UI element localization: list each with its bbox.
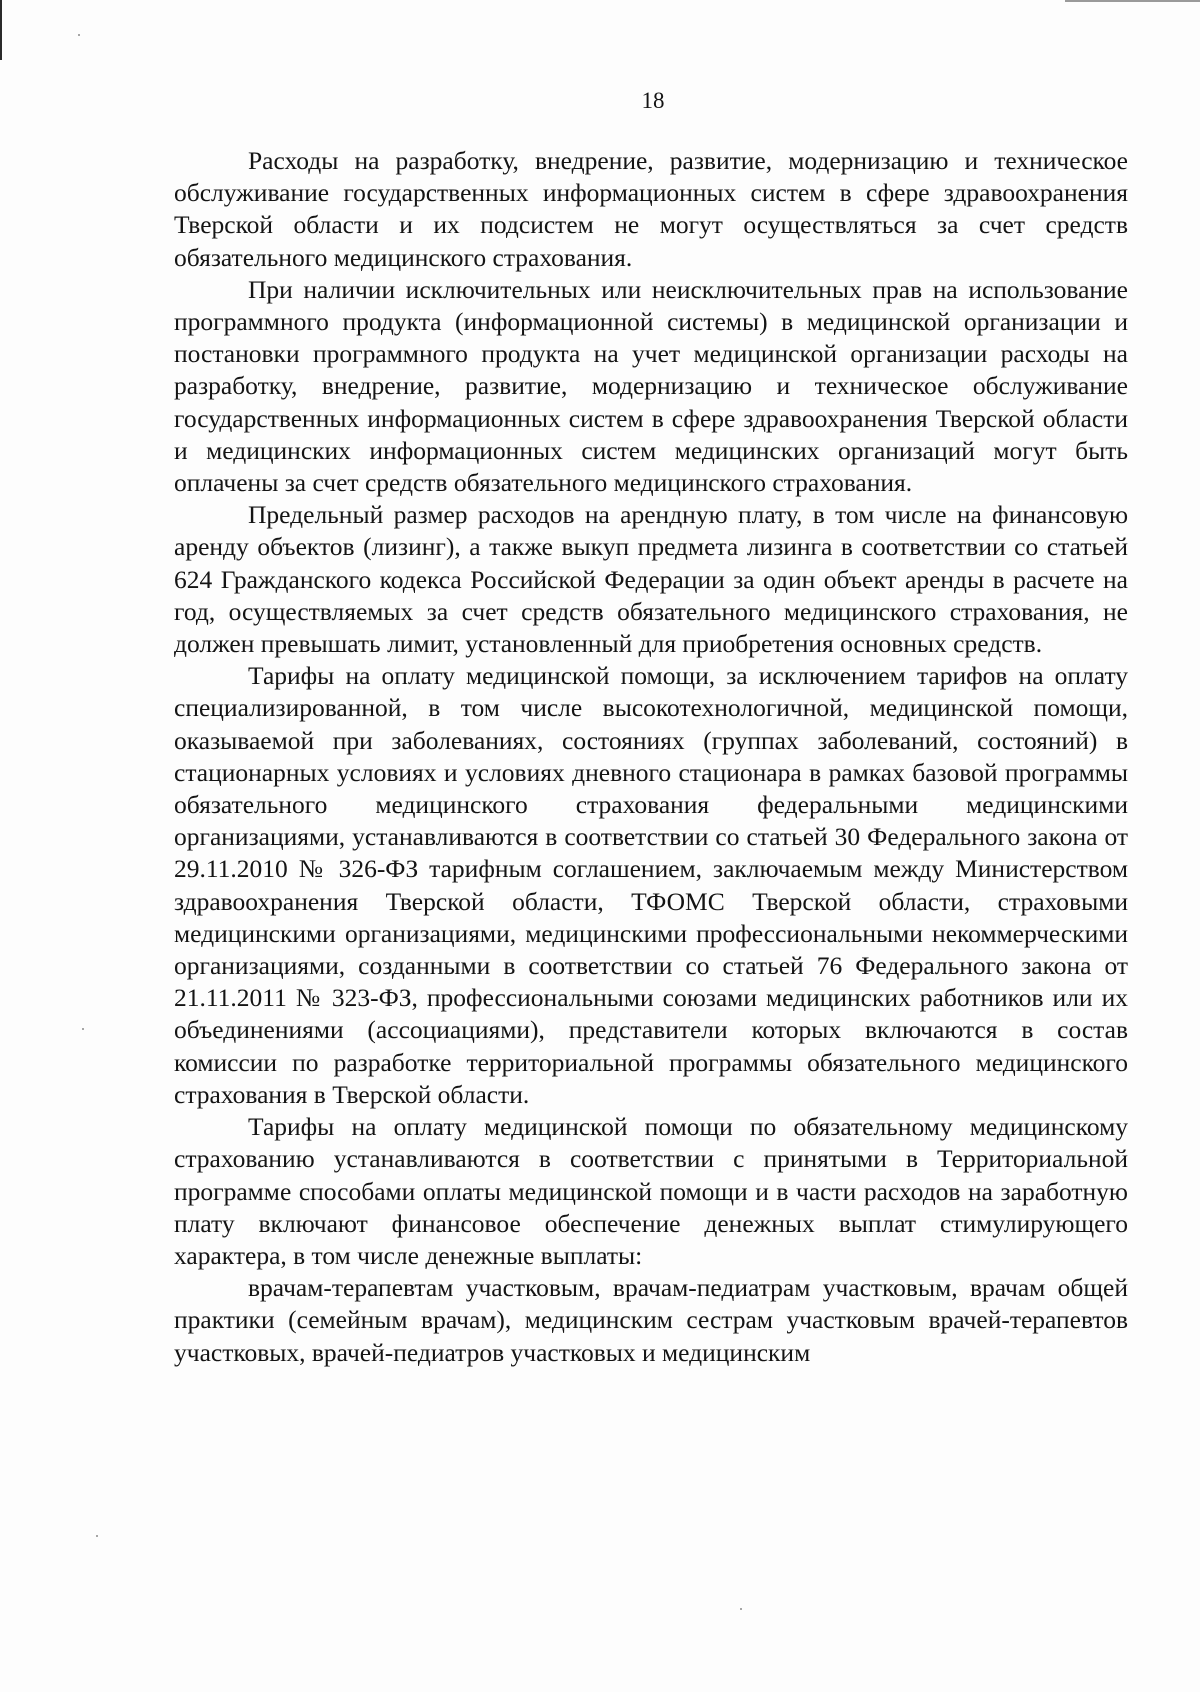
scan-speck: [96, 1535, 98, 1537]
paragraph: врачам-терапевтам участковым, врачам-педиатрам участковым, врачам общей практики (семейным врачам), медицинским сестрам участковым врачей-терапевтов участковых, врачей-педиатров участковых и медицинским: [174, 1273, 1128, 1367]
scan-edge-top: [1065, 0, 1200, 2]
paragraph: Тарифы на оплату медицинской помощи по обязательному медицинскому страхованию устанавливаются в соответствии с принятыми в Территориальной программе способами оплаты медицинской помощи и в части расходов на заработную плату включают финансовое обеспечение денежных выплат стимулирующего характера, в том числе денежные выплаты:: [174, 1112, 1128, 1270]
scan-speck: [82, 1028, 84, 1030]
paragraph: Расходы на разработку, внедрение, развитие, модернизацию и техническое обслуживание государственных информационных систем в сфере здравоохранения Тверской области и их подсистем не могут осуществляться за счет средств обязательного медицинского страхования.: [174, 146, 1128, 272]
scan-edge-left: [0, 0, 2, 60]
scan-speck: [78, 34, 80, 36]
scan-speck: [740, 1608, 742, 1610]
paragraph: Тарифы на оплату медицинской помощи, за исключением тарифов на оплату специализированной, в том числе высокотехнологичной, медицинской помощи, оказываемой при заболеваниях, состояниях (группах заболеваний, состояний) в стационарных условиях и условиях дневного стационара в рамках базовой программы обязательного медицинского страхования федеральными медицинскими организациями, устанавливаются в соответствии со статьей 30 Федерального закона от 29.11.2010 № 326-ФЗ тарифным соглашением, заключаемым между Министерством здравоохранения Тверской области, ТФОМС Тверской области, страховыми медицинскими организациями, медицинскими профессиональными некоммерческими организациями, созданными в соответствии со статьей 76 Федерального закона от 21.11.2011 № 323-ФЗ, профессиональными союзами медицинских работников или их объединениями (ассоциациями), представители которых включаются в состав комиссии по разработке территориальной программы обязательного медицинского страхования в Тверской области.: [174, 661, 1128, 1109]
paragraph: Предельный размер расходов на арендную плату, в том числе на финансовую аренду объектов (лизинг), а также выкуп предмета лизинга в соответствии со статьей 624 Гражданского кодекса Российской Федерации за один объект аренды в расчете на год, осуществляемых за счет средств обязательного медицинского страхования, не должен превышать лимит, установленный для приобретения основных средств.: [174, 500, 1128, 659]
document-body: [174, 145, 1128, 1369]
page-number: 18: [641, 88, 665, 113]
paragraph: При наличии исключительных или неисключительных прав на использование программного продукта (информационной системы) в медицинской организации и постановки программного продукта на учет медицинской организации расходы на разработку, внедрение, развитие, модернизацию и техническое обслуживание государственных информационных систем в сфере здравоохранения Тверской области и медицинских информационных систем медицинских организаций могут быть оплачены за счет средств обязательного медицинского страхования.: [174, 274, 1128, 498]
